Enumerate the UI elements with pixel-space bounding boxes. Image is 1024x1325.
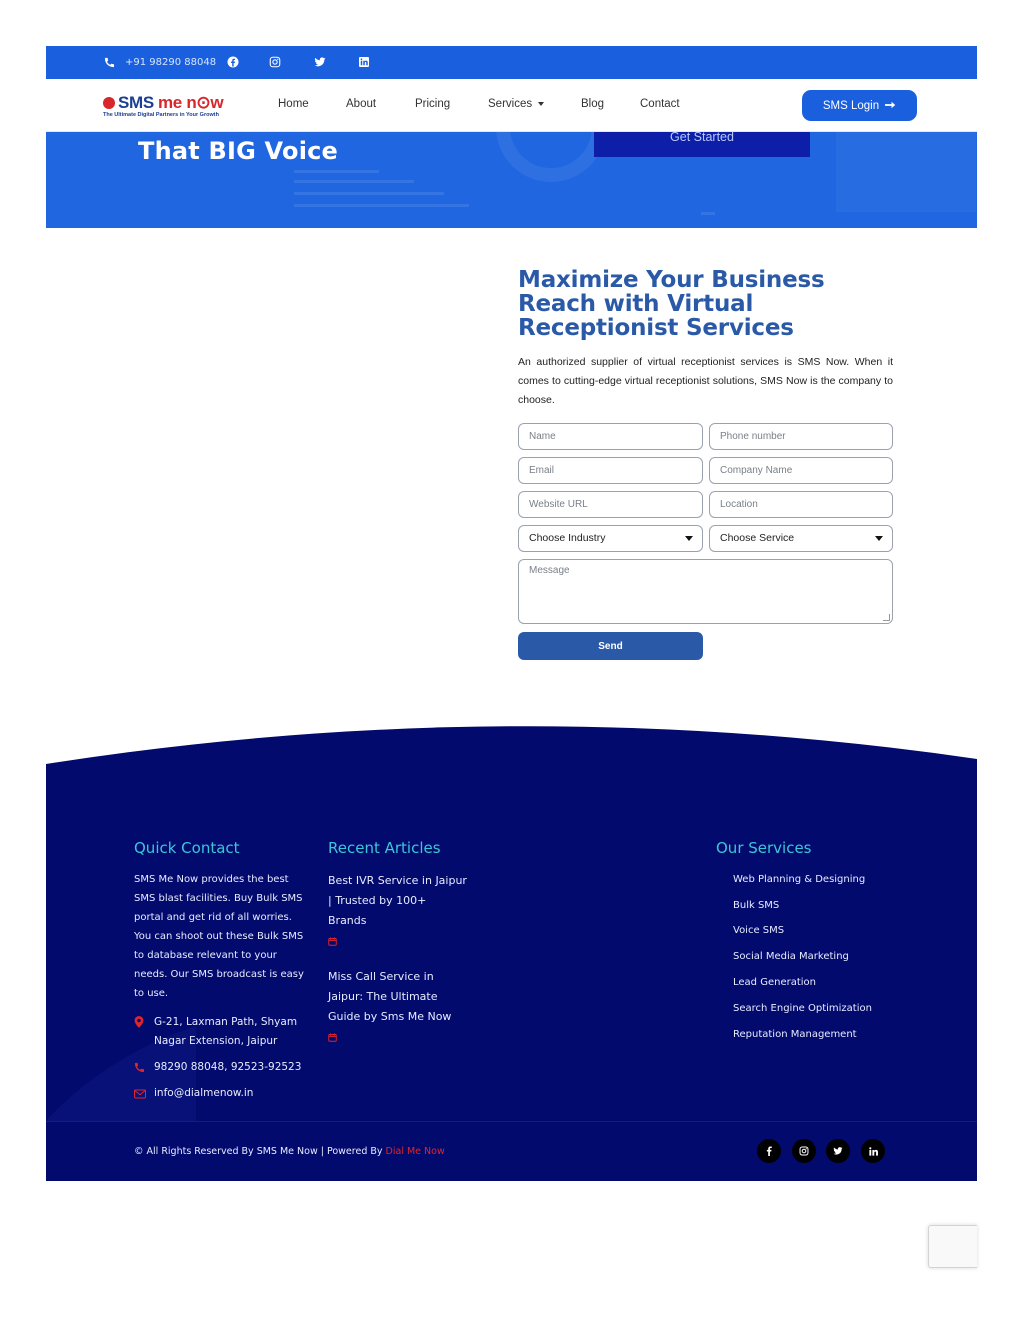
recent-articles-title: Recent Articles [328, 839, 441, 857]
nav-item-pricing[interactable]: Pricing [415, 98, 451, 110]
hero-decoration-line [294, 204, 469, 207]
envelope-icon [134, 1084, 154, 1106]
company-field[interactable]: Company Name [709, 457, 893, 484]
instagram-icon[interactable] [792, 1139, 816, 1163]
service-link[interactable]: Reputation Management [733, 1029, 857, 1040]
facebook-icon[interactable] [226, 55, 240, 69]
nav-item-services-label: Services [488, 98, 533, 110]
site-logo[interactable] [103, 94, 223, 118]
footer-address [134, 1013, 314, 1051]
twitter-icon[interactable] [826, 1139, 850, 1163]
caret-down-icon [685, 536, 693, 541]
logo-me-now: me n⊙w [157, 93, 224, 112]
calendar-icon [328, 933, 468, 953]
message-field[interactable] [518, 559, 893, 624]
nav-item-blog[interactable]: Blog [581, 98, 605, 110]
get-started-button[interactable]: Get Started [594, 132, 810, 157]
logo-sms: SMS [118, 93, 154, 112]
hero-decoration-line [294, 170, 379, 173]
nav-item-home[interactable]: Home [278, 98, 309, 110]
logo-tagline: The Ultimate Digital Partners in Your Growth [103, 112, 219, 118]
sms-login-label: SMS Login [822, 99, 880, 112]
copyright-text: © All Rights Reserved By SMS Me Now | Powered By [134, 1146, 386, 1157]
resize-handle-icon[interactable] [883, 614, 890, 621]
twitter-icon[interactable] [313, 55, 327, 69]
service-link[interactable]: Search Engine Optimization [733, 1003, 872, 1014]
nav-item-about[interactable]: About [346, 98, 377, 110]
send-button[interactable]: Send [518, 632, 703, 660]
main-navbar [46, 79, 977, 132]
nav-item-services[interactable] [488, 98, 544, 110]
location-field[interactable]: Location [709, 491, 893, 518]
footer-email-text: info@dialmenow.in [154, 1087, 254, 1099]
service-link[interactable]: Web Planning & Designing [733, 874, 866, 885]
map-pin-icon [134, 1013, 154, 1051]
hero-decoration-line [294, 180, 414, 183]
recaptcha-badge[interactable] [928, 1225, 977, 1268]
email-field[interactable]: Email [518, 457, 703, 484]
facebook-icon[interactable] [757, 1139, 781, 1163]
calendar-icon [328, 1029, 468, 1049]
hero-decoration-line [701, 212, 715, 215]
quick-contact-text: SMS Me Now provides the best SMS blast facilities. Buy Bulk SMS portal and get rid of all worries. You can shoot out these Bulk SMS to database relevant to your needs. Our SMS broadcast is easy to use. [134, 874, 304, 999]
service-link[interactable]: Lead Generation [733, 977, 816, 988]
service-link[interactable]: Voice SMS [733, 925, 785, 936]
footer-phone-text: 98290 88048, 92523-92523 [154, 1061, 302, 1073]
footer-email[interactable] [134, 1084, 334, 1106]
phone-icon [134, 1058, 154, 1080]
top-bar [46, 46, 977, 79]
service-link[interactable]: Bulk SMS [733, 900, 780, 911]
article-item[interactable] [328, 967, 468, 1049]
phone-icon [104, 57, 115, 68]
instagram-icon[interactable] [268, 55, 282, 69]
chat-bubble-icon [103, 97, 115, 109]
our-services-title: Our Services [716, 839, 812, 857]
dial-me-now-link[interactable]: Dial Me Now [385, 1146, 445, 1157]
hero-banner [46, 132, 977, 228]
service-link[interactable]: Social Media Marketing [733, 951, 849, 962]
linkedin-icon[interactable] [861, 1139, 885, 1163]
nav-item-contact[interactable]: Contact [640, 98, 680, 110]
service-select[interactable] [709, 525, 893, 552]
section-description: An authorized supplier of virtual receptionist services is SMS Now. When it comes to cutting-edge virtual receptionist solutions, SMS Now is the company to choose. [518, 356, 893, 406]
phone-field[interactable]: Phone number [709, 423, 893, 450]
industry-select-value: Choose Industry [529, 532, 606, 544]
chevron-down-icon [538, 102, 544, 106]
hero-decoration-line [294, 192, 444, 195]
hero-decoration-panel [836, 132, 976, 212]
sms-login-button[interactable] [802, 90, 917, 121]
hero-title: That BIG Voice [138, 137, 339, 165]
hero-decoration [496, 132, 606, 182]
linkedin-icon[interactable] [357, 55, 371, 69]
name-field[interactable]: Name [518, 423, 703, 450]
caret-down-icon [875, 536, 883, 541]
website-field[interactable]: Website URL [518, 491, 703, 518]
arrow-right-icon [885, 100, 896, 112]
industry-select[interactable] [518, 525, 703, 552]
article-title: Best IVR Service in Jaipur | Trusted by 100+ Brands [328, 874, 467, 927]
section-title: Maximize Your Business Reach with Virtual Receptionist Services [518, 267, 825, 341]
copyright [134, 1146, 445, 1157]
quick-contact-title: Quick Contact [134, 839, 240, 857]
message-placeholder: Message [529, 565, 570, 576]
article-title: Miss Call Service in Jaipur: The Ultimate Guide by Sms Me Now [328, 970, 452, 1023]
footer-address-text: G-21, Laxman Path, Shyam Nagar Extension, Jaipur [154, 1016, 298, 1047]
footer-divider [46, 1121, 977, 1122]
footer-phone[interactable] [134, 1058, 334, 1080]
article-item[interactable] [328, 871, 468, 953]
service-select-value: Choose Service [720, 532, 795, 544]
top-phone[interactable] [104, 57, 216, 68]
top-phone-number: +91 98290 88048 [125, 57, 217, 68]
